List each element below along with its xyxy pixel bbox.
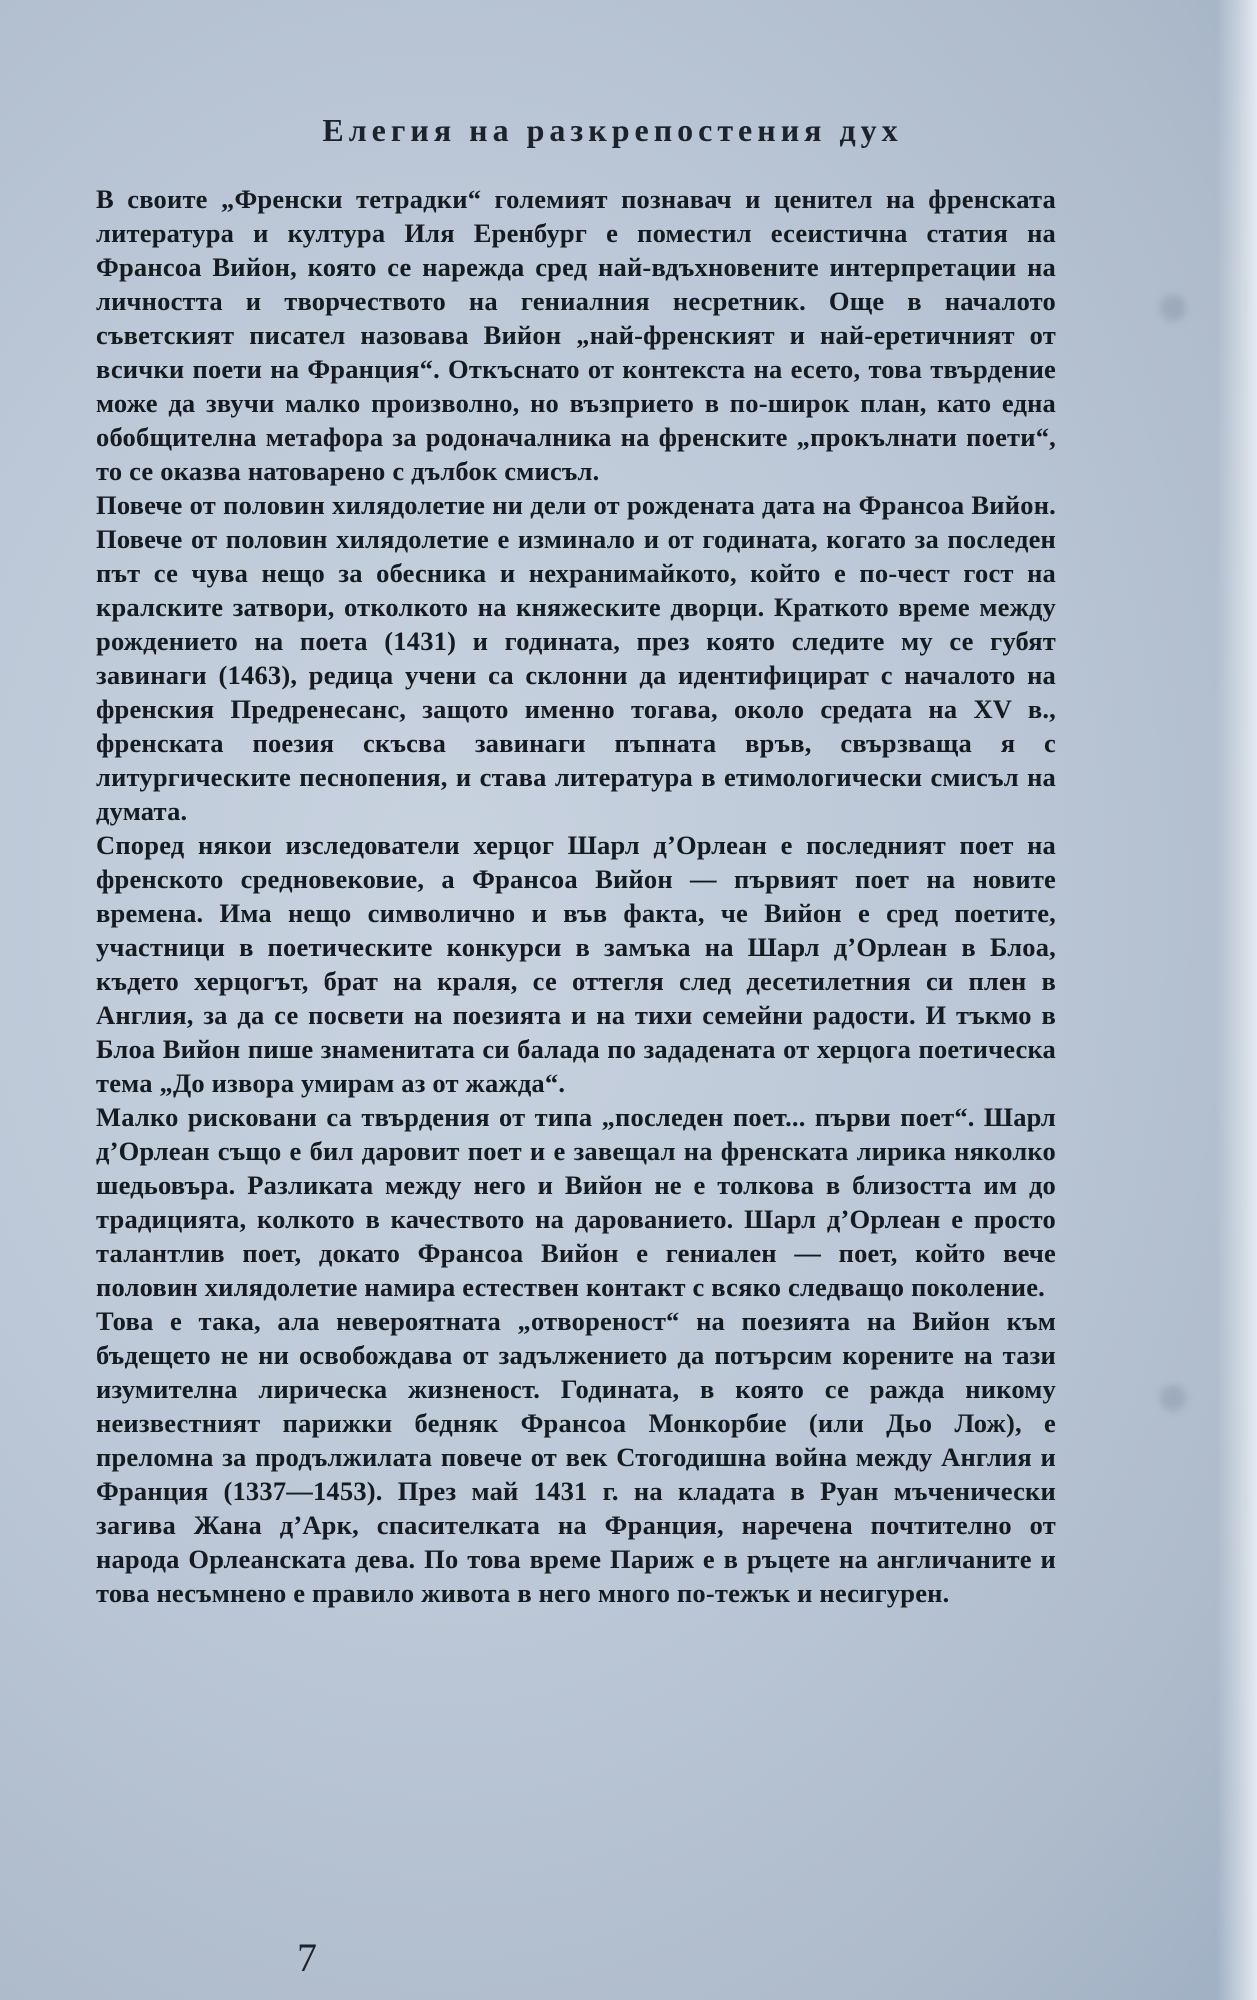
show-through-mark [1160,295,1186,321]
paragraph: В своите „Френски тетрадки“ големият познавач и ценител на френската литература и култура Иля Еренбург е поместил есеистична статия на Франсоа Вийон, която се нарежда сред най-вдъхновените интерпретации на личността и творчеството на гениалния несретник. Още в началото съветският писател назовава Вийон „най-френският и най-еретичният от всички поети на Франция“. Откъснато от контекста на есето, това твърдение може да звучи малко произволно, но възприето в по-широк план, като една обобщителна метафора за родоначалника на френските „прокълнати поети“, то се оказва натоварено с дълбок смисъл. [96,184,1056,486]
paragraph: Повече от половин хилядолетие ни дели от рождената дата на Франсоа Вийон. Повече от половин хилядолетие е изминало и от годината, когато за последен път се чува нещо за обесника и нехранимайкото, който е по-чест гост на кралските затвори, отколкото на княжеските дворци. Краткото време между рождението на поета (1431) и годината, през която следите му се губят завинаги (1463), редица учени са склонни да идентифицират с началото на френския Предренесанс, защото именно тогава, около средата на XV в., френската поезия скъсва завинаги пъпната връв, свързваща я с литургическите песнопения, и става литература в етимологически смисъл на думата. [96,490,1056,826]
body-text [96,182,1056,1610]
paragraph: Според някои изследователи херцог Шарл д’Орлеан е последният поет на френското средновековие, а Франсоа Вийон — първият поет на новите времена. Има нещо символично и във факта, че Вийон е сред поетите, участници в поетическите конкурси в замъка на Шарл д’Орлеан в Блоа, където херцогът, брат на краля, се оттегля след десетилетния си плен в Англия, за да се посвети на поезията и на тихи семейни радости. И тъкмо в Блоа Вийон пише знаменитата си балада по зададената от херцога поетическа тема „До извора умирам аз от жажда“. [96,830,1056,1098]
paragraph: Това е така, ала невероятната „отвореност“ на поезията на Вийон към бъдещето не ни освобождава от задължението да потърсим корените на тази изумителна лирическа жизненост. Годината, в която се ражда никому неизвестният парижки бедняк Франсоа Монкорбие (или Дьо Лож), е преломна за продължилата повече от век Стогодишна война между Англия и Франция (1337—1453). През май 1431 г. на кладата в Руан мъченически загива Жана д’Арк, спасителката на Франция, наречена почтително от народа Орлеанската дева. По това време Париж е в ръцете на англичаните и това несъмнено е правило живота в него много по-тежък и несигурен. [96,1306,1056,1608]
show-through-mark [1160,1385,1186,1411]
page-edge-shadow [1217,0,1257,2000]
chapter-title: Елегия на разкрепостения дух [322,112,903,148]
page-number: 7 [297,1935,317,1980]
paragraph: Малко рисковани са твърдения от типа „последен поет... първи поет“. Шарл д’Орлеан също е бил даровит поет и е завещал на френската лирика няколко шедьовъра. Разликата между него и Вийон не е толкова в близостта им до традицията, колкото в качеството на дарованието. Шарл д’Орлеан е просто талантлив поет, докато Франсоа Вийон е гениален — поет, който вече половин хилядолетие намира естествен контакт с всяко следващо поколение. [96,1102,1056,1302]
